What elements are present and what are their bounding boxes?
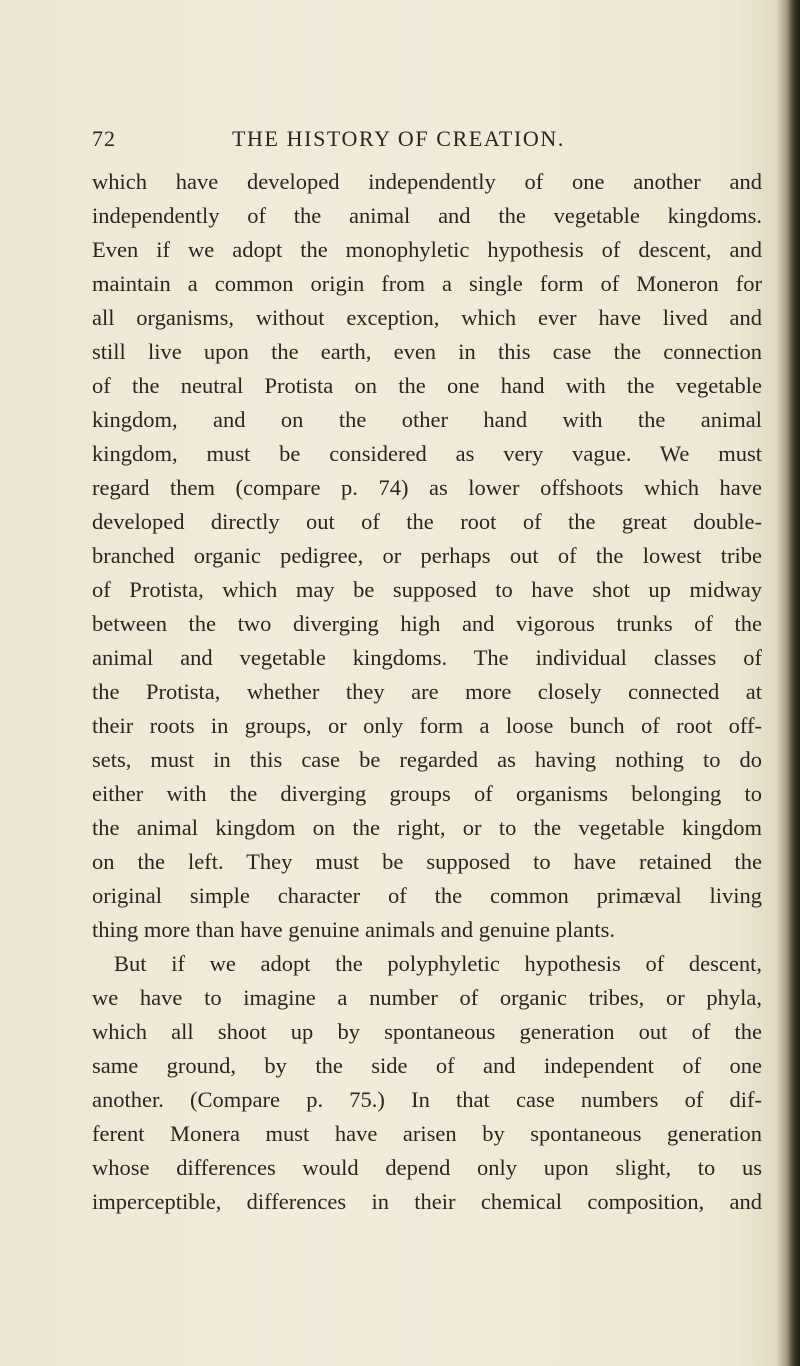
text-line: still live upon the earth, even in this case the connection: [92, 339, 762, 364]
running-head: [92, 126, 752, 156]
text-line: imperceptible, differences in their chemical composition, and: [92, 1189, 762, 1214]
text-line: all organisms, without exception, which ever have lived and: [92, 305, 762, 330]
text-line: maintain a common origin from a single form of Moneron for: [92, 271, 762, 296]
text-line: independently of the animal and the vegetable kingdoms.: [92, 203, 762, 228]
text-line: regard them (compare p. 74) as lower offshoots which have: [92, 475, 762, 500]
page-number: 72: [92, 126, 116, 151]
text-line: Even if we adopt the monophyletic hypothesis of descent, and: [92, 237, 762, 262]
text-line: we have to imagine a number of organic tribes, or phyla,: [92, 985, 762, 1010]
text-line: same ground, by the side of and independent of one: [92, 1053, 762, 1078]
text-line: kingdom, and on the other hand with the animal: [92, 407, 762, 432]
text-line: branched organic pedigree, or perhaps out of the lowest tribe: [92, 543, 762, 568]
text-line: of the neutral Protista on the one hand with the vegetable: [92, 373, 762, 398]
text-line: animal and vegetable kingdoms. The individual classes of: [92, 645, 762, 670]
text-line: of Protista, which may be supposed to have shot up midway: [92, 577, 762, 602]
text-line: between the two diverging high and vigorous trunks of the: [92, 611, 762, 636]
text-line: on the left. They must be supposed to have retained the: [92, 849, 762, 874]
text-line: the animal kingdom on the right, or to the vegetable kingdom: [92, 815, 762, 840]
text-line: another. (Compare p. 75.) In that case numbers of dif-: [92, 1087, 762, 1112]
page-edge-shadow: [776, 0, 800, 1366]
text-line: original simple character of the common primæval living: [92, 883, 762, 908]
text-line: thing more than have genuine animals and genuine plants.: [92, 917, 615, 942]
paragraph-start-line: But if we adopt the polyphyletic hypothesis of descent,: [114, 951, 762, 976]
text-line: ferent Monera must have arisen by spontaneous generation: [92, 1121, 762, 1146]
text-line: either with the diverging groups of organisms belonging to: [92, 781, 762, 806]
text-line: whose differences would depend only upon slight, to us: [92, 1155, 762, 1180]
text-line: their roots in groups, or only form a loose bunch of root off-: [92, 713, 762, 738]
text-line: developed directly out of the root of the great double-: [92, 509, 762, 534]
body-text: [92, 165, 762, 1219]
text-line: kingdom, must be considered as very vague. We must: [92, 441, 762, 466]
text-line: the Protista, whether they are more closely connected at: [92, 679, 762, 704]
text-line: which have developed independently of one another and: [92, 169, 762, 194]
text-line: which all shoot up by spontaneous generation out of the: [92, 1019, 762, 1044]
text-line: sets, must in this case be regarded as having nothing to do: [92, 747, 762, 772]
running-head-title: THE HISTORY OF CREATION.: [232, 126, 565, 151]
